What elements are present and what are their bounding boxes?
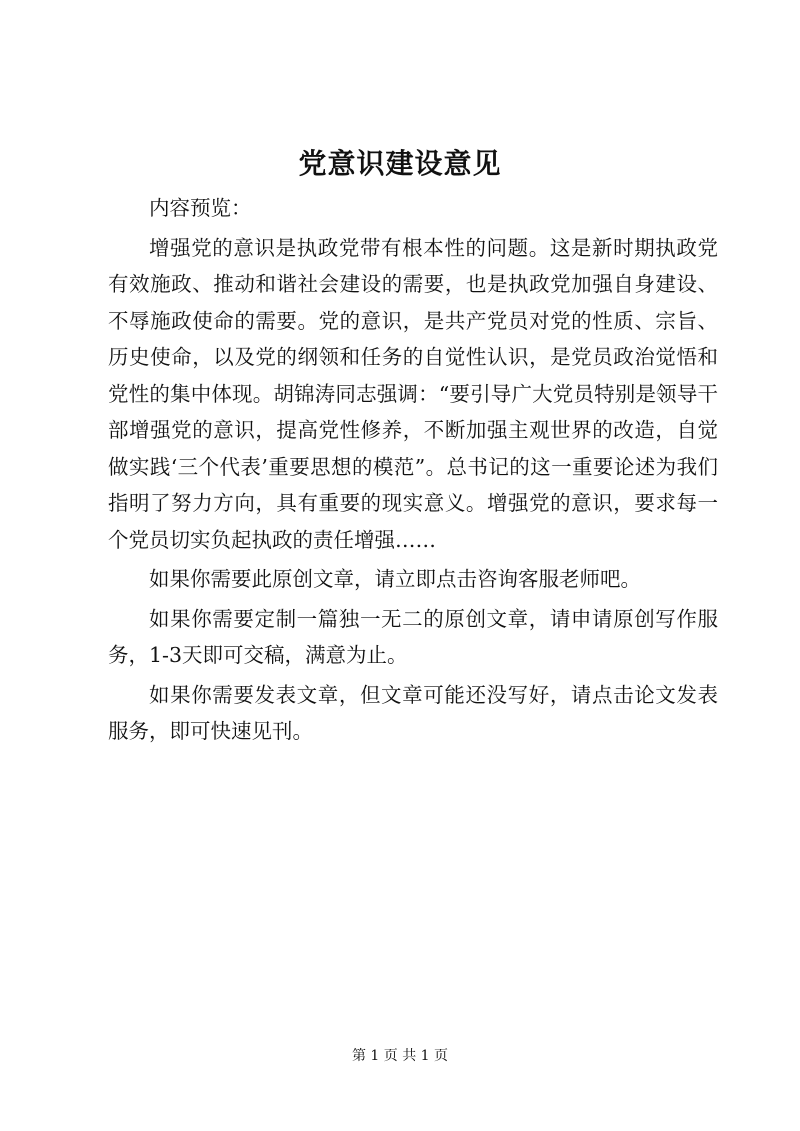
document-title: 党意识建设意见 [298,147,502,180]
page-number-footer: 第 1 页 共 1 页 [351,1048,449,1064]
custom-writing-paragraph: 如果你需要定制一篇独一无二的原创文章，请申请原创写作服务，1-3天即可交稿，满意为止。 [108,606,718,667]
consult-service-paragraph: 如果你需要此原创文章，请立即点击咨询客服老师吧。 [149,567,641,591]
document-body [108,190,718,750]
preview-label: 内容预览： [149,196,252,220]
publish-service-paragraph: 如果你需要发表文章，但文章可能还没写好，请点击论文发表服务，即可快速见刊。 [108,682,718,743]
preview-paragraph: 增强党的意识是执政党带有根本性的问题。这是新时期执政党有效施政、推动和谐社会建设的需要，也是执政党加强自身建设、不辱施政使命的需要。党的意识，是共产党员对党的性质、宗旨、历史使命，以及党的纲领和任务的自觉性认识，是党员政治觉悟和党性的集中体现。胡锦涛同志强调：“要引导广大党员特别是领导干部增强党的意识，提高党性修养，不断加强主观世界的改造，自觉做实践‘三个代表’重要思想的模范”。总书记的这一重要论述为我们指明了努力方向，具有重要的现实意义。增强党的意识，要求每一个党员切实负起执政的责任增强…… [108,235,718,552]
